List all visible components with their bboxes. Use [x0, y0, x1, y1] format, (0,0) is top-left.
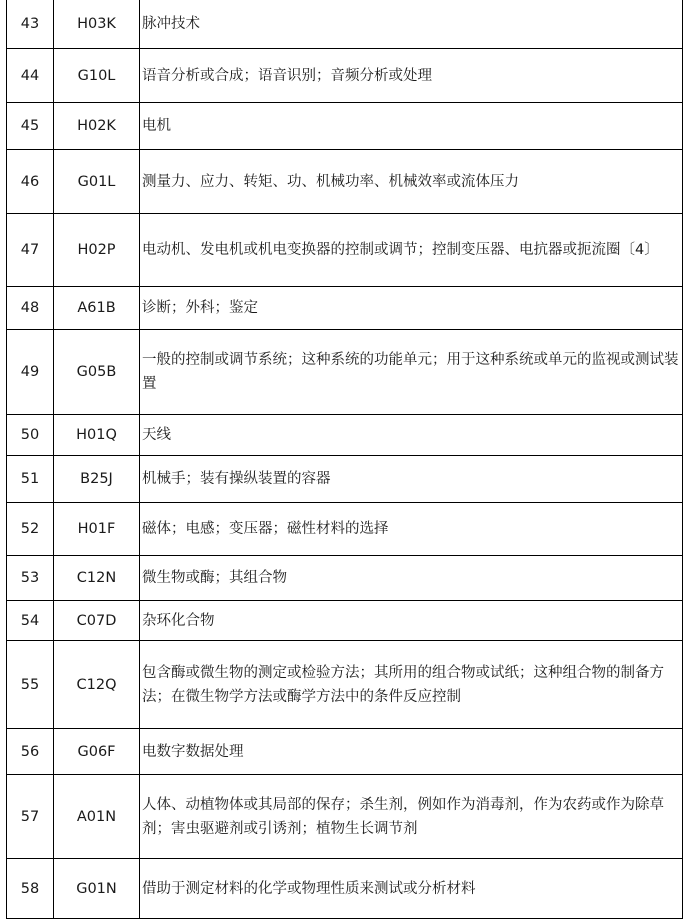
table-row — [7, 0, 683, 49]
rank-cell: 53 — [7, 556, 54, 601]
rank-cell: 54 — [7, 601, 54, 641]
rank-cell: 44 — [7, 49, 54, 103]
rank-cell: 46 — [7, 150, 54, 214]
description-cell: 电动机、发电机或机电变换器的控制或调节；控制变压器、电抗器或扼流圈〔4〕 — [140, 214, 683, 287]
table-row — [7, 556, 683, 601]
description-cell: 电数字数据处理 — [140, 729, 683, 775]
rank-cell: 45 — [7, 103, 54, 150]
table-row — [7, 775, 683, 859]
table-row — [7, 601, 683, 641]
rank-cell: 52 — [7, 503, 54, 556]
rank-cell: 47 — [7, 214, 54, 287]
description-cell: 一般的控制或调节系统；这种系统的功能单元；用于这种系统或单元的监视或测试装置 — [140, 330, 683, 415]
description-cell: 天线 — [140, 415, 683, 456]
description-cell: 包含酶或微生物的测定或检验方法；其所用的组合物或试纸；这种组合物的制备方法；在微生物学方法或酶学方法中的条件反应控制 — [140, 641, 683, 729]
table-row — [7, 49, 683, 103]
rank-cell: 49 — [7, 330, 54, 415]
rank-cell: 56 — [7, 729, 54, 775]
description-cell: 磁体；电感；变压器；磁性材料的选择 — [140, 503, 683, 556]
rank-cell: 55 — [7, 641, 54, 729]
description-cell: 杂环化合物 — [140, 601, 683, 641]
table-row — [7, 415, 683, 456]
ipc-code-cell: G05B — [54, 330, 140, 415]
rank-cell: 58 — [7, 859, 54, 919]
rank-cell: 43 — [7, 0, 54, 49]
table-row — [7, 503, 683, 556]
description-cell: 微生物或酶；其组合物 — [140, 556, 683, 601]
description-cell: 借助于测定材料的化学或物理性质来测试或分析材料 — [140, 859, 683, 919]
ipc-code-cell: H03K — [54, 0, 140, 49]
table-row — [7, 859, 683, 919]
ipc-code-cell: C12N — [54, 556, 140, 601]
description-cell: 脉冲技术 — [140, 0, 683, 49]
description-cell: 语音分析或合成；语音识别；音频分析或处理 — [140, 49, 683, 103]
rank-cell: 48 — [7, 287, 54, 330]
description-cell: 机械手；装有操纵装置的容器 — [140, 456, 683, 503]
ipc-code-cell: H01Q — [54, 415, 140, 456]
ipc-code-cell: H02K — [54, 103, 140, 150]
ipc-code-cell: G01L — [54, 150, 140, 214]
rank-cell: 50 — [7, 415, 54, 456]
ipc-code-cell: A01N — [54, 775, 140, 859]
ipc-code-cell: B25J — [54, 456, 140, 503]
description-cell: 测量力、应力、转矩、功、机械功率、机械效率或流体压力 — [140, 150, 683, 214]
table-row — [7, 150, 683, 214]
table-row — [7, 456, 683, 503]
table-row — [7, 287, 683, 330]
ipc-classification-table — [6, 0, 683, 919]
rank-cell: 51 — [7, 456, 54, 503]
table-row — [7, 103, 683, 150]
table-row — [7, 214, 683, 287]
rank-cell: 57 — [7, 775, 54, 859]
ipc-code-cell: C12Q — [54, 641, 140, 729]
ipc-code-cell: G01N — [54, 859, 140, 919]
table-row — [7, 641, 683, 729]
description-cell: 诊断；外科；鉴定 — [140, 287, 683, 330]
ipc-code-cell: H01F — [54, 503, 140, 556]
ipc-code-cell: C07D — [54, 601, 140, 641]
table-row — [7, 729, 683, 775]
ipc-code-cell: A61B — [54, 287, 140, 330]
description-cell: 电机 — [140, 103, 683, 150]
ipc-code-cell: G06F — [54, 729, 140, 775]
ipc-code-cell: H02P — [54, 214, 140, 287]
table-row — [7, 330, 683, 415]
description-cell: 人体、动植物体或其局部的保存；杀生剂，例如作为消毒剂，作为农药或作为除草剂；害虫驱避剂或引诱剂；植物生长调节剂 — [140, 775, 683, 859]
ipc-code-cell: G10L — [54, 49, 140, 103]
